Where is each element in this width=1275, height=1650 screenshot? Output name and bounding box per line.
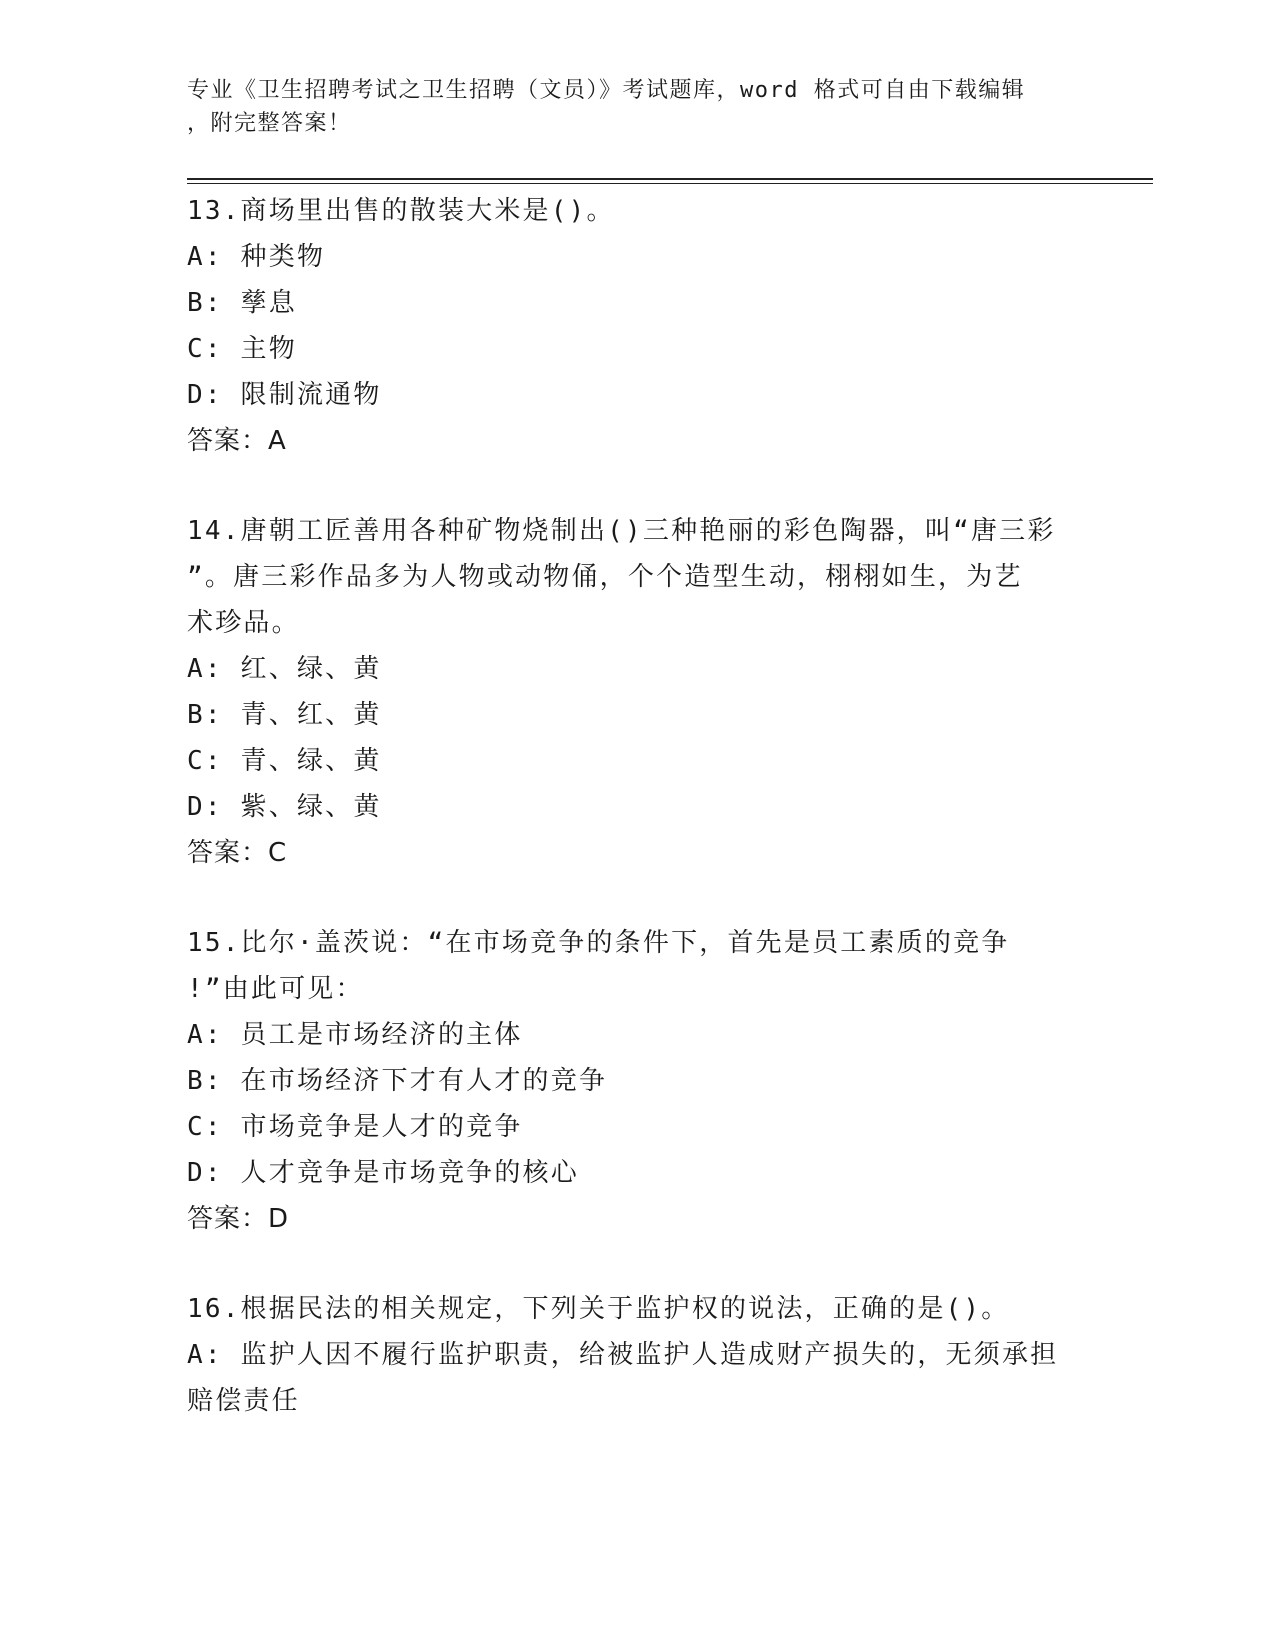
- document-header: [187, 74, 1067, 140]
- option-d: D: 限制流通物: [187, 380, 382, 410]
- header-line: 专业《卫生招聘考试之卫生招聘（文员）》考试题库，word 格式可自由下载编辑: [187, 78, 1026, 103]
- option-a: A: 种类物: [187, 242, 326, 272]
- question-list: [187, 188, 1087, 1424]
- option-c: C: 主物: [187, 334, 297, 364]
- question-14: [187, 508, 1087, 876]
- header-line: ，附完整答案！: [187, 111, 352, 136]
- option-a: A: 红、绿、黄: [187, 654, 382, 684]
- option-d: D: 人才竞争是市场竞争的核心: [187, 1158, 579, 1188]
- option-b: B: 在市场经济下才有人才的竞争: [187, 1066, 608, 1096]
- option-c: C: 青、绿、黄: [187, 746, 382, 776]
- answer-label: 答案：C: [187, 838, 288, 868]
- header-divider-thin: [187, 183, 1153, 184]
- question-text: 15.比尔·盖茨说：“在市场竞争的条件下，首先是员工素质的竞争: [187, 928, 1010, 958]
- spacer: [187, 1242, 1087, 1286]
- answer-label: 答案：A: [187, 426, 287, 456]
- spacer: [187, 876, 1087, 920]
- spacer: [187, 464, 1087, 508]
- option-b: B: 孳息: [187, 288, 297, 318]
- question-text: 13.商场里出售的散装大米是()。: [187, 196, 615, 226]
- option-c: C: 市场竞争是人才的竞争: [187, 1112, 523, 1142]
- question-15: [187, 920, 1087, 1242]
- answer-label: 答案：D: [187, 1204, 290, 1234]
- option-a: A: 员工是市场经济的主体: [187, 1020, 523, 1050]
- option-a: A: 监护人因不履行监护职责，给被监护人造成财产损失的，无须承担: [187, 1340, 1059, 1370]
- question-13: [187, 188, 1087, 464]
- option-b: B: 青、红、黄: [187, 700, 382, 730]
- header-divider: [187, 178, 1153, 180]
- question-text: 术珍品。: [187, 608, 300, 638]
- question-text: 16.根据民法的相关规定，下列关于监护权的说法，正确的是()。: [187, 1294, 1010, 1324]
- option-d: D: 紫、绿、黄: [187, 792, 382, 822]
- question-text: ”。唐三彩作品多为人物或动物俑，个个造型生动，栩栩如生，为艺: [187, 562, 1023, 592]
- question-16: [187, 1286, 1087, 1424]
- option-a-continued: 赔偿责任: [187, 1386, 300, 1416]
- question-text: !”由此可见：: [187, 974, 364, 1004]
- question-text: 14.唐朝工匠善用各种矿物烧制出()三种艳丽的彩色陶器，叫“唐三彩: [187, 516, 1056, 546]
